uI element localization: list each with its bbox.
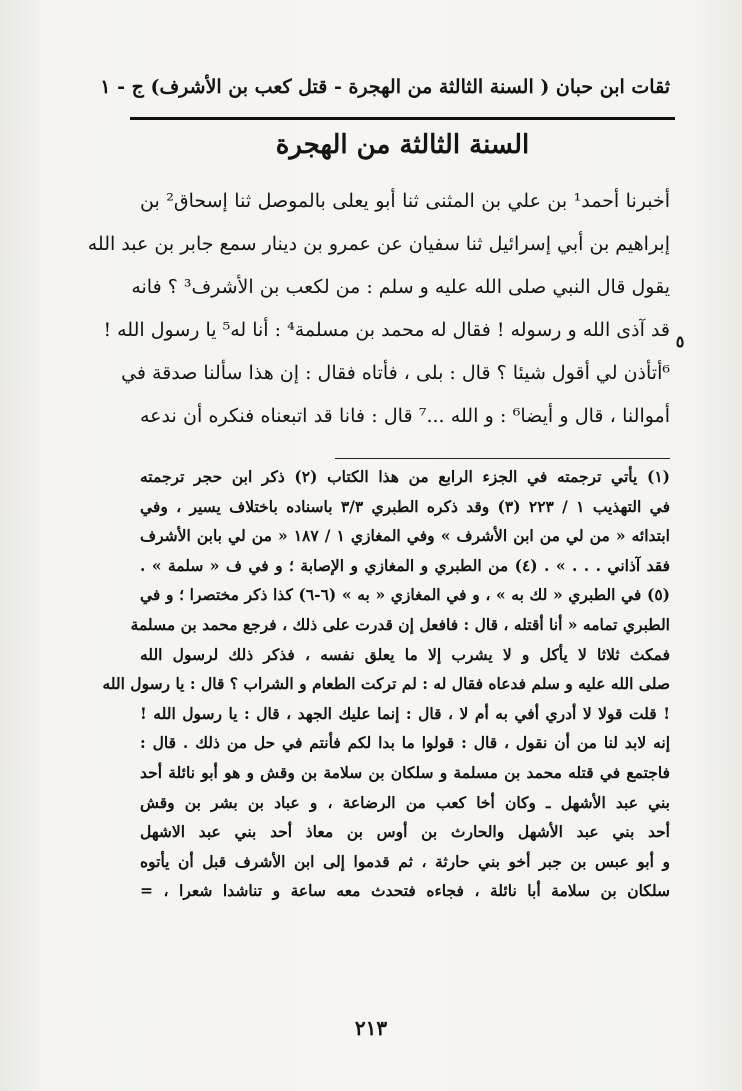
line-number-marker: ٥ <box>675 332 685 351</box>
body-line: قد آذى الله و رسوله ! فقال له محمد بن مسلمة⁴ : أنا له⁵ يا رسول الله ! <box>103 319 670 341</box>
footnote-line: و أبو عبس بن جبر أخو بني حارثة ، ثم قدموا إلى ابن الأشرف قبل أن يأتوه <box>140 851 670 871</box>
footnote-line: الطبري تمامه « أنا أقتله ، قال : فافعل إن قدرت على ذلك ، فرجع محمد بن مسلمة <box>130 614 670 634</box>
footnote-line: صلى الله عليه و سلم فدعاه فقال له : لم تركت الطعام و الشراب ؟ قال : يا رسول الله <box>102 674 670 694</box>
body-line: يقول قال النبي صلى الله عليه و سلم : من لكعب بن الأشرف³ ؟ فانه <box>131 276 670 298</box>
footnotes <box>102 462 670 906</box>
footnote-line: سلكان بن سلامة أبا نائلة ، فجاءه فتحدث معه ساعة و تناشدا شعرا ، = <box>140 881 670 901</box>
body-line: ⁶أتأذن لي أقول شيئا ؟ قال : بلى ، فأتاه فقال : إن هذا سألنا صدقة في <box>121 362 670 384</box>
footnote-line: ! قلت قولا لا أدري أفي به أم لا ، قال : إنما عليك الجهد ، قال : يا رسول الله ! <box>140 703 670 723</box>
footnote-line: (٥) في الطبري « لك به » ، و في المغازي « به » (٦-٦) كذا ذكر مختصرا ؛ و في <box>140 585 670 605</box>
body-line: أخبرنا أحمد¹ بن علي بن المثنى ثنا أبو يعلى بالموصل ثنا إسحاق² بن <box>140 190 671 212</box>
footnote-divider <box>335 458 670 459</box>
section-title: السنة الثالثة من الهجرة <box>275 130 530 160</box>
footnote-line: في التهذيب ١ / ٢٢٣ (٣) وقد ذكره الطبري ٣/٣ باسناده باختلاف يسير ، وفي <box>140 496 670 516</box>
footnote-line: فمكث ثلاثا لا يأكل و لا يشرب إلا ما يعلق نفسه ، فذكر ذلك لرسول الله <box>140 644 670 664</box>
footnote-line: (١) يأتي ترجمته في الجزء الرابع من هذا الكتاب (٢) ذكر ابن حجر ترجمته <box>140 467 670 486</box>
footnote-line: فاجتمع في قتله محمد بن مسلمة و سلكان بن سلامة بن وقش و هو أبو نائلة أحد <box>140 762 670 782</box>
body-line: أموالنا ، قال و أيضا⁶ : و الله ...⁷ قال : فانا قد اتبعناه فنكره أن ندعه <box>140 405 670 427</box>
footnote-line: أحد بني عبد الأشهل والحارث بن أوس بن معاذ أحد بني عبد الاشهل <box>140 822 670 842</box>
main-text <box>87 180 671 438</box>
footnote-line: بني عبد الأشهل ـ وكان أخا كعب من الرضاعة ، و عباد بن بشر بن وقش <box>140 792 670 812</box>
footnote-line: ابتدائه « من لي من ابن الأشرف » وفي المغازي ١ / ١٨٧ « من لي بابن الأشرف <box>140 526 670 546</box>
body-line: إبراهيم بن أبي إسرائيل ثنا سفيان عن عمرو بن دينار سمع جابر بن عبد الله <box>87 233 670 255</box>
header-rule <box>130 117 675 120</box>
running-header: ثقات ابن حبان ( السنة الثالثة من الهجرة - قتل كعب بن الأشرف) ج - ١ <box>100 76 670 98</box>
footnote-line: إنه لابد لنا من أن نقول ، قال : قولوا ما بدا لكم فأنتم في حل من ذلك . قال : <box>140 733 670 753</box>
page-number: ٢١٣ <box>354 1016 388 1040</box>
footnote-line: فقد آذاني . . . » . (٤) من الطبري و المغازي و الإصابة ؛ و في ف « سلمة » . <box>140 555 670 575</box>
